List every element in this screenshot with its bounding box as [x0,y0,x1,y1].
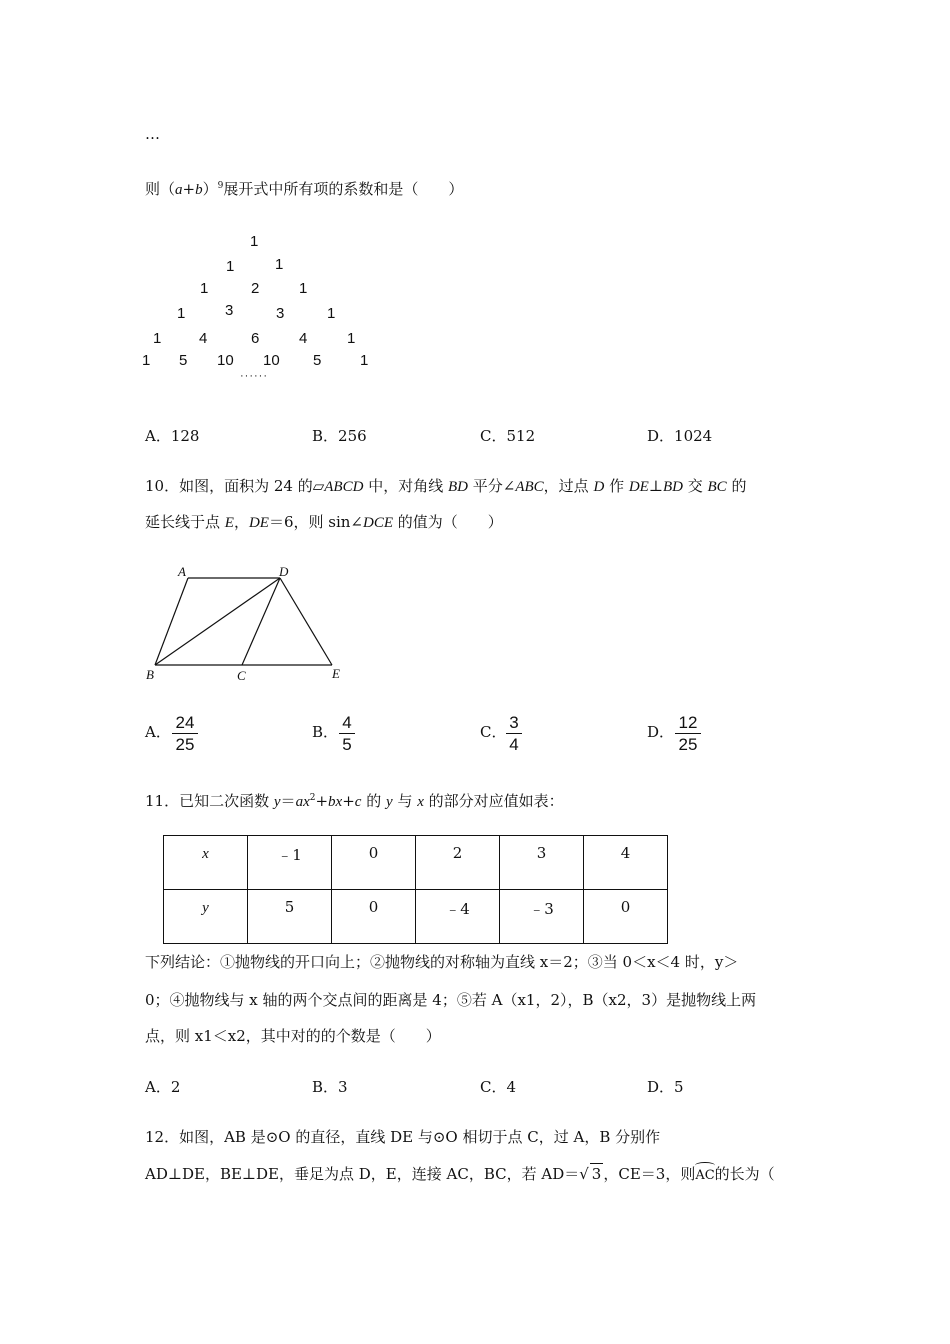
pascal-entry: 10 [263,352,280,369]
table-cell: y [164,890,248,944]
text-run: ⊥ [648,477,663,495]
math-symbol: ABCD [324,479,364,495]
text-run: 中，对角线 [363,477,448,495]
segment-ab [155,578,188,665]
q11-option-d[interactable]: D．5 [647,1078,684,1096]
pascal-entry: 1 [327,305,336,322]
q11-option-a[interactable]: A．2 [145,1078,181,1096]
text-run: ，过点 [543,477,594,495]
parallelogram-figure [140,560,360,685]
q9-option-a[interactable]: A．128 [145,427,200,445]
q10-option-d-letter[interactable]: D． [647,723,675,741]
table-cell: x [164,836,248,890]
q12-stem-line2: AD⊥DE，BE⊥DE，垂足为点 D，E，连接 AC，BC，若 AD＝√ 3 ，CE＝3，则AC的长为（ [145,1162,775,1186]
table-row-y [164,890,668,944]
pascal-dots: ······ [240,370,268,382]
table-cell: 4 [584,836,668,890]
q11-conclusion-line2: 0；④抛物线与 x 轴的两个交点间的距离是 4；⑤若 A（x1，2），B（x2，3）是抛物线上两 [145,991,757,1009]
q10-option-d-fraction[interactable]: 12 25 [675,713,701,754]
math-symbol: E [224,515,234,531]
label-b: B [146,667,154,682]
q11-option-b[interactable]: B．3 [312,1078,348,1096]
table-cell: 0 [332,890,416,944]
text-run: 的 [726,477,747,495]
table-cell: ﹣3 [500,890,584,944]
math-symbol: DE [248,515,269,531]
sqrt-symbol: √ [579,1165,589,1183]
pascal-entry: 2 [251,280,260,297]
pascal-entry: 1 [177,305,186,322]
pascal-entry: 5 [179,352,188,369]
q11-conclusion-line3: 点，则 x1＜x2，其中对的的个数是（ ） [145,1027,441,1045]
math-symbol: BC [707,479,727,495]
q9-option-d[interactable]: D．1024 [647,427,713,445]
table-cell: ﹣4 [416,890,500,944]
pascal-entry: 6 [251,330,260,347]
q10-option-c-letter[interactable]: C． [480,723,507,741]
pascal-entry: 1 [200,280,209,297]
q10-option-b-letter[interactable]: B． [312,723,339,741]
pascal-entry: 1 [299,280,308,297]
text-run: ＝6，则 sin∠ [268,513,364,531]
table-cell: 0 [332,836,416,890]
q9-option-b[interactable]: B．256 [312,427,367,445]
label-d: D [279,564,289,579]
text-run: 交 [682,477,708,495]
pascal-entry: 4 [199,330,208,347]
pascal-entry: 4 [299,330,308,347]
table-cell: ﹣1 [248,836,332,890]
q9-stem: 则$(a+b)^9$展开式中所有项的系数和是（ ） [145,180,464,198]
q11-conclusion-line1: 下列结论：①抛物线的开口向上；②抛物线的对称轴为直线 x＝2；③当 0＜x＜4 时，y＞ [145,953,739,971]
text-run: 作 [604,477,629,495]
label-a: A [178,564,186,579]
q11-stem: 11．已知二次函数 $y=ax^2+bx+c$ 的 y 与 x 的部分对应值如表： [145,792,564,810]
math-symbol: BD [662,479,683,495]
q10-option-a-fraction[interactable]: 24 25 [172,713,198,754]
q10-option-c-fraction[interactable]: 3 4 [506,713,522,754]
table-cell: 5 [248,890,332,944]
q10-option-a-letter[interactable]: A． [145,723,171,741]
pascal-entry: 1 [226,258,235,275]
table-row-x [164,836,668,890]
pascal-entry: 1 [153,330,162,347]
math-symbol: D [593,479,605,495]
ellipsis-text: … [145,125,160,143]
math-symbol: ABC [515,479,544,495]
q10-stem-line2 [145,512,503,533]
text-run: 延长线于点 [145,513,225,531]
text-run: 平分∠ [467,477,516,495]
pascal-entry: 10 [217,352,234,369]
q10-option-b-fraction[interactable]: 4 5 [339,713,355,754]
table-cell: 0 [584,890,668,944]
label-c: C [237,668,246,683]
q10-stem-line1: 10．如图，面积为 24 的▱ABCD 中，对角线 BD 平分∠ABC，过点 D 作 DE⊥BD 交 BC 的 [145,477,747,495]
math-symbol: DCE [363,515,394,531]
table-cell: 2 [416,836,500,890]
math-symbol: BD [447,479,468,495]
pascal-entry: 1 [250,233,259,250]
arc-ac: AC [695,1162,714,1186]
sqrt-argument: 3 [591,1165,602,1183]
pascal-entry: 5 [313,352,322,369]
math-symbol: DE [628,479,649,495]
text-run: 如图，面积为 24 的▱ [179,477,325,495]
pascal-entry: 1 [360,352,369,369]
text-run: 的值为（ ） [393,513,503,531]
q9-option-c[interactable]: C．512 [480,427,536,445]
pascal-entry: 1 [347,330,356,347]
label-e: E [332,666,340,681]
pascal-entry: 1 [142,352,151,369]
pascal-entry: 3 [276,305,285,322]
segment-de [280,578,332,665]
q11-option-c[interactable]: C．4 [480,1078,517,1096]
q12-stem-line1: 12．如图，AB 是⊙O 的直径，直线 DE 与⊙O 相切于点 C，过 A，B 分别作 [145,1128,661,1146]
text-run: ， [233,513,249,531]
table-cell: 3 [500,836,584,890]
pascal-entry: 1 [275,256,284,273]
pascal-entry: 3 [225,302,234,319]
value-table [163,835,668,944]
